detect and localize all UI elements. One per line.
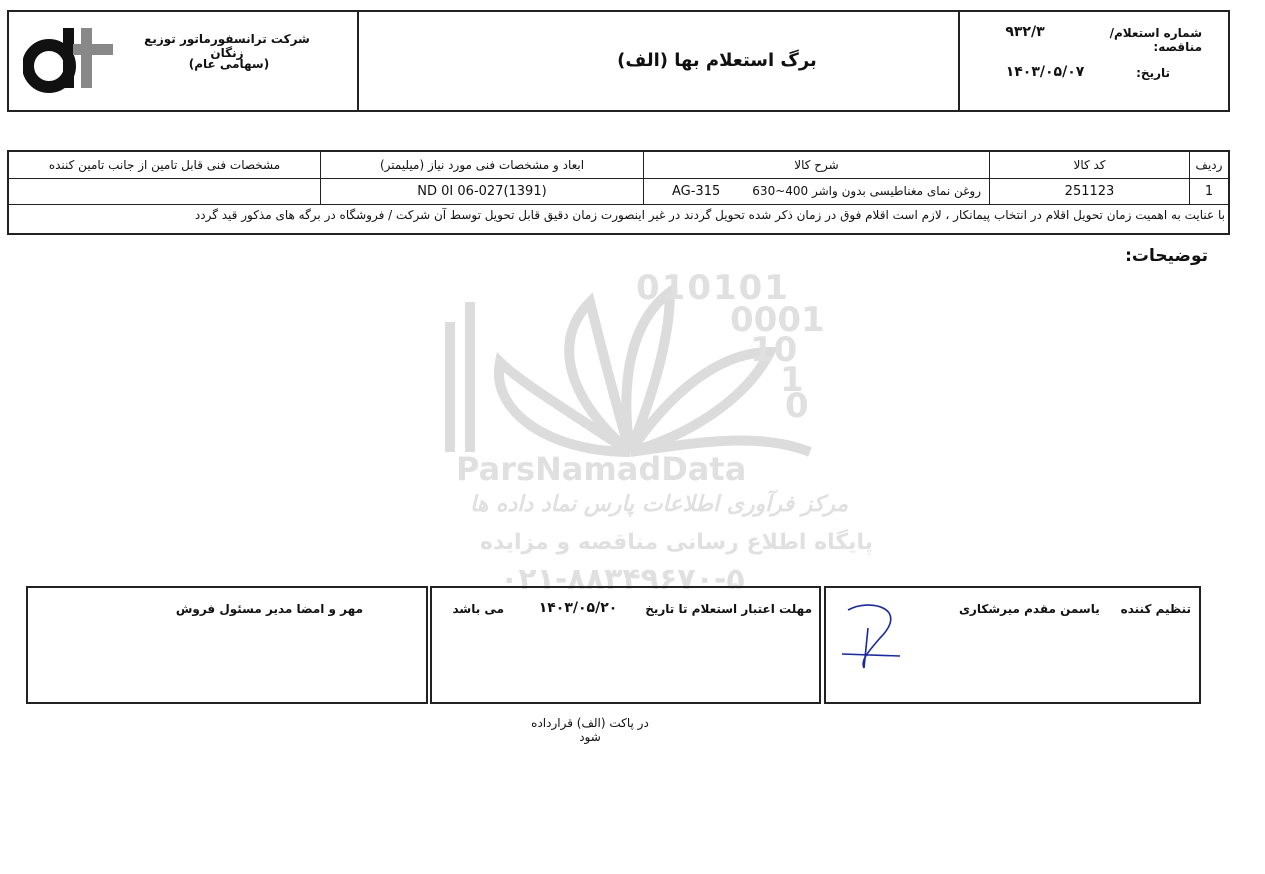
date-label: تاریخ: [1136, 66, 1170, 80]
inquiry-info [960, 12, 1228, 110]
form-title: برگ استعلام بها (الف) [617, 50, 817, 71]
notes-label: توضیحات: [1125, 246, 1208, 266]
company-type: (سهامی عام) [188, 57, 270, 71]
envelope-note: در پاکت (الف) قرارداده شود [531, 716, 649, 744]
validity-box [430, 586, 821, 704]
watermark-binary-4: 1 [780, 360, 804, 400]
form-header [7, 10, 1230, 112]
item-dimensions: ND 0I 06-027(1391) [320, 178, 644, 204]
signature [840, 598, 910, 678]
watermark-binary-3: 10 [750, 330, 798, 370]
watermark-binary-1: 010101 [636, 268, 790, 308]
validity-suffix: می باشد [452, 602, 504, 616]
validity-label: مهلت اعتبار استعلام تا تاریخ [645, 602, 812, 616]
header-row-no: ردیف [1195, 158, 1223, 172]
company-logo [23, 22, 113, 98]
inquiry-number-label: شماره استعلام/مناقصه: [1109, 26, 1202, 54]
item-code: 251123 [989, 178, 1190, 204]
watermark [430, 262, 873, 602]
watermark-phone: ۰۲۱-۸۸۳۴۹۶۷۰-۵ [500, 562, 745, 597]
item-description-text: روغن نمای مغناطیسی بدون واشر 400~630 [752, 184, 981, 198]
watermark-line2: پایگاه اطلاع رسانی مناقصه و مزایده [480, 530, 873, 555]
watermark-binary-2: 0001 [730, 300, 825, 340]
item-supplier-specs[interactable] [9, 178, 320, 204]
company-block [9, 12, 359, 110]
header-item-code: کد کالا [989, 152, 1190, 178]
delivery-notice: با عنایت به اهمیت زمان تحویل اقلام در انتخاب پیمانکار ، لازم است اقلام فوق در زمان ذکر شده تحویل گردند در غیر اینصورت زمان دقیق قابل تحویل توسط آن شرکت / فروشگاه در برگه های مذکور قید گردد [194, 208, 1225, 222]
validity-date: ۱۴۰۳/۰۵/۲۰ [538, 600, 618, 616]
stamp-label: مهر و امضا مدیر مسئول فروش [175, 602, 363, 616]
watermark-line1: مرکز فرآوری اطلاعات پارس نماد داده ها [470, 492, 849, 517]
prepared-by-name: یاسمن مقدم میرشکاری [958, 602, 1100, 616]
prepared-by-box [824, 586, 1201, 704]
title-block [359, 12, 960, 110]
watermark-brand: ParsNamadData [456, 450, 747, 488]
header-dimensions: ابعاد و مشخصات فنی مورد نیاز (میلیمتر) [320, 152, 644, 178]
item-model: AG-315 [672, 183, 721, 199]
prepared-by [958, 602, 1191, 616]
header-description: شرح کالا [644, 152, 990, 178]
inquiry-date: ۱۴۰۳/۰۵/۰۷ [1005, 64, 1085, 80]
prepared-by-label: تنظیم کننده [1120, 602, 1191, 616]
header-supplier-specs: مشخصات فنی قابل تامین از جانب تامین کننده [48, 158, 281, 172]
watermark-binary-5: 0 [785, 386, 809, 426]
row-no: 1 [1204, 183, 1214, 199]
item-description [644, 178, 990, 204]
items-table [7, 150, 1230, 235]
company-name: شرکت ترانسفورماتور توزیع زنگان [144, 32, 310, 60]
stamp-box [26, 586, 428, 704]
inquiry-number: ۹۳۲/۳ [1005, 24, 1045, 40]
